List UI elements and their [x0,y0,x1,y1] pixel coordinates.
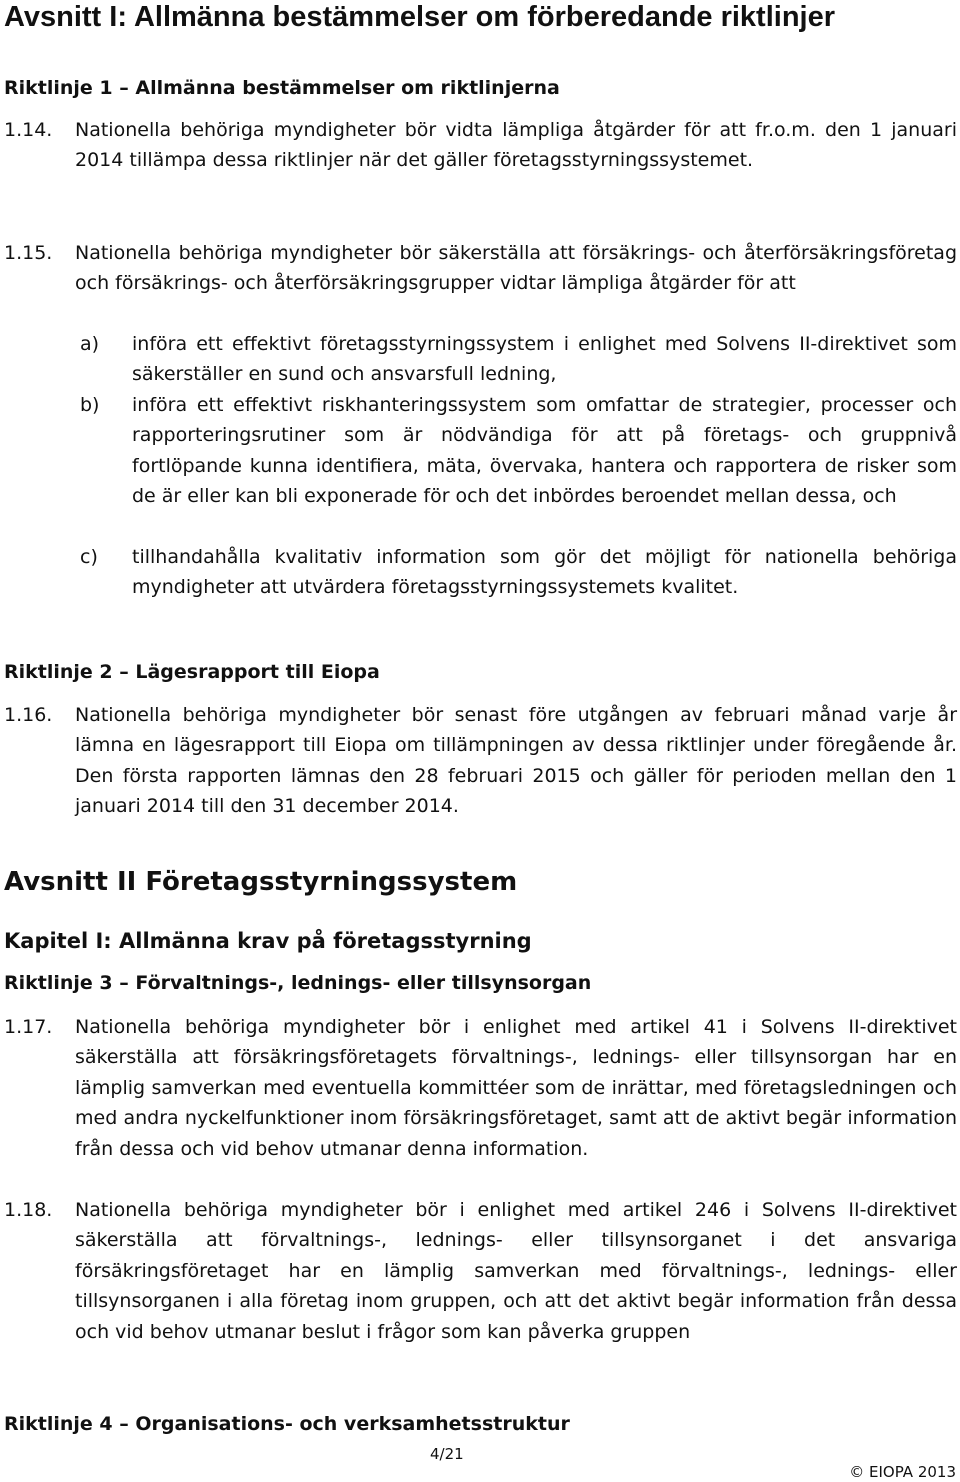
guideline-2-title: Riktlinje 2 – Lägesrapport till Eiopa [4,661,380,683]
list-item: införa ett effektivt riskhanteringssystem som omfattar de strategier, processer och rapporteringsrutiner som är nödvändiga för att på företags- och gruppnivå fortlöpande kunna identifiera, mäta, övervaka, hantera och rapportera de risker som de är eller kan bli exponerade för och det inbördes beroendet mellan dessa, och [132,394,957,508]
list-item: tillhandahålla kvalitativ information som gör det möjligt för nationella behöriga myndigheter att utvärdera företagsstyrningssystemets kvalitet. [132,546,957,599]
paragraph-number: 1.14. [4,119,53,141]
paragraph-number: 1.16. [4,704,53,726]
section-1-title: Avsnitt I: Allmänna bestämmelser om förberedande riktlinjer [4,1,836,33]
list-item-letter: c) [80,546,98,568]
list-item: införa ett effektivt företagsstyrningssystem i enlighet med Solvens II-direktivet som säkerställer en sund och ansvarsfull ledning, [132,333,957,386]
paragraph-1-18: Nationella behöriga myndigheter bör i enlighet med artikel 246 i Solvens II-direktivet säkerställa att förvaltnings-, lednings- eller tillsynsorganet i det ansvariga försäkringsföretaget har en lämplig samverkan med förvaltnings-, lednings- eller tillsynsorganen i alla företag inom gruppen, och att det aktivt begär information från dessa och vid behov utmanar beslut i frågor som kan påverka gruppen [75,1199,957,1343]
guideline-1-title: Riktlinje 1 – Allmänna bestämmelser om riktlinjerna [4,77,560,99]
copyright-notice: © EIOPA 2013 [849,1463,956,1481]
list-item-letter: a) [80,333,100,355]
page-number: 4/21 [430,1445,464,1463]
guideline-3-title: Riktlinje 3 – Förvaltnings-, lednings- eller tillsynsorgan [4,972,592,994]
paragraph-1-15: Nationella behöriga myndigheter bör säkerställa att försäkrings- och återförsäkringsföretag och försäkrings- och återförsäkringsgrupper vidtar lämpliga åtgärder för att [75,242,957,295]
paragraph-1-14: Nationella behöriga myndigheter bör vidta lämpliga åtgärder för att fr.o.m. den 1 januari 2014 tillämpa dessa riktlinjer när det gäller företagsstyrningssystemet. [75,119,957,172]
paragraph-number: 1.17. [4,1016,53,1038]
paragraph-number: 1.15. [4,242,53,264]
section-2-title: Avsnitt II Företagsstyrningssystem [4,867,518,897]
list-item-letter: b) [80,394,100,416]
chapter-1-title: Kapitel I: Allmänna krav på företagsstyrning [4,929,532,953]
guideline-4-title: Riktlinje 4 – Organisations- och verksamhetsstruktur [4,1413,570,1435]
paragraph-1-17: Nationella behöriga myndigheter bör i enlighet med artikel 41 i Solvens II-direktivet säkerställa att försäkringsföretagets förvaltnings-, lednings- eller tillsynsorgan har en lämplig samverkan med eventuella kommittéer som de inrättar, med företagsledningen och med andra nyckelfunktioner inom försäkringsföretaget, samt att de aktivt begär information från dessa och vid behov utmanar denna information. [75,1016,957,1160]
paragraph-number: 1.18. [4,1199,53,1221]
paragraph-1-16: Nationella behöriga myndigheter bör senast före utgången av februari månad varje år lämna en lägesrapport till Eiopa om tillämpningen av dessa riktlinjer under föregående år. Den första rapporten lämnas den 28 februari 2015 och gäller för perioden mellan den 1 januari 2014 till den 31 december 2014. [75,704,957,818]
